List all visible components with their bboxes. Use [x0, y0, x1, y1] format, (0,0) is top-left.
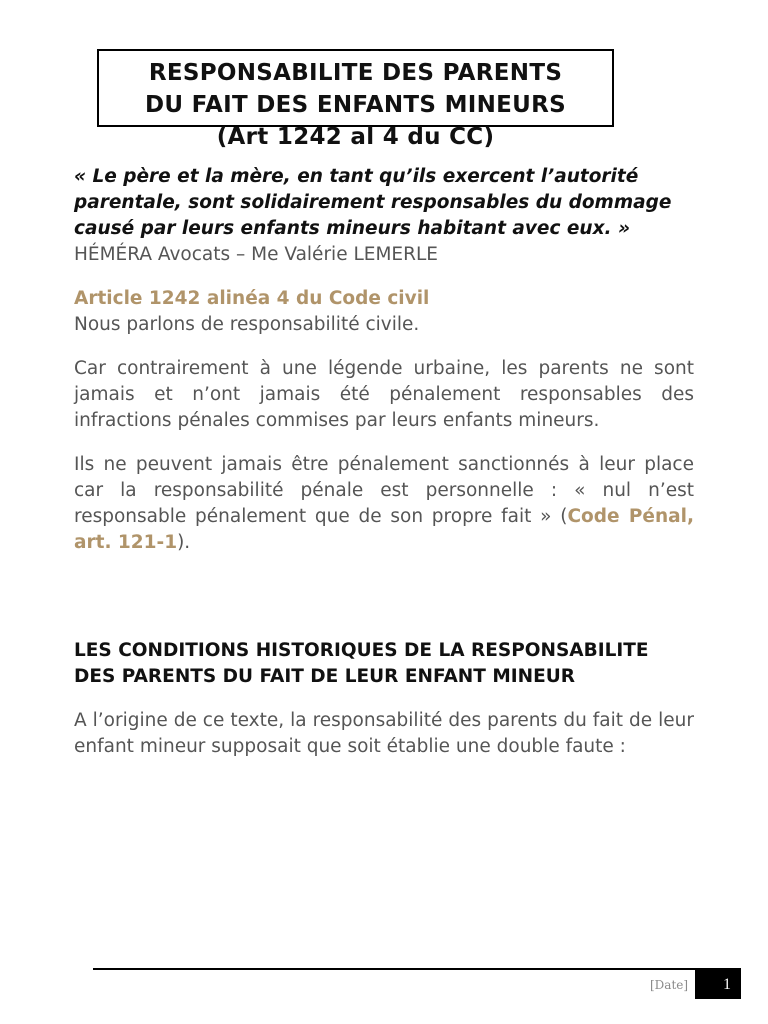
title-line-1: RESPONSABILITE DES PARENTS — [148, 60, 563, 86]
footer-date: [Date] — [650, 978, 689, 992]
code-penal-link[interactable]: Code Pénal, art. 121-1 — [74, 506, 694, 553]
paragraph-1: Car contrairement à une légende urbaine, les parents ne sont jamais et n’ont jamais été pénalement responsables des infractions pénales commises par leurs enfants mineurs. — [74, 358, 694, 431]
article-intro: Nous parlons de responsabilité civile. — [74, 314, 420, 335]
paragraph-2-text: Ils ne peuvent jamais être pénalement sanctionnés à leur place car la responsabilité pénale est personnelle : « nul n’est responsable pénalement que de son propre fait » ( — [74, 454, 694, 527]
section-heading: LES CONDITIONS HISTORIQUES DE LA RESPONSABILITE DES PARENTS DU FAIT DE LEUR ENFANT MINEUR — [74, 640, 649, 687]
title-line-3: (Art 1242 al 4 du CC) — [216, 124, 495, 150]
document-body — [74, 164, 694, 760]
paragraph-2-end: ). — [177, 532, 191, 553]
article-heading: Article 1242 alinéa 4 du Code civil — [74, 288, 430, 309]
paragraph-3: A l’origine de ce texte, la responsabilité des parents du fait de leur enfant mineur supposait que soit établie une double faute : — [74, 710, 694, 757]
title-line-2: DU FAIT DES ENFANTS MINEURS — [144, 92, 567, 118]
document-title-box — [97, 49, 614, 150]
quote-author: HÉMÉRA Avocats – Me Valérie LEMERLE — [74, 244, 438, 265]
paragraph-2 — [74, 452, 694, 556]
footer-divider — [93, 968, 741, 970]
page-number: 1 — [695, 969, 741, 999]
quote-text: « Le père et la mère, en tant qu’ils exercent l’autorité parentale, sont solidairement responsables du dommage causé par leurs enfants mineurs habitant avec eux. » — [74, 166, 672, 239]
